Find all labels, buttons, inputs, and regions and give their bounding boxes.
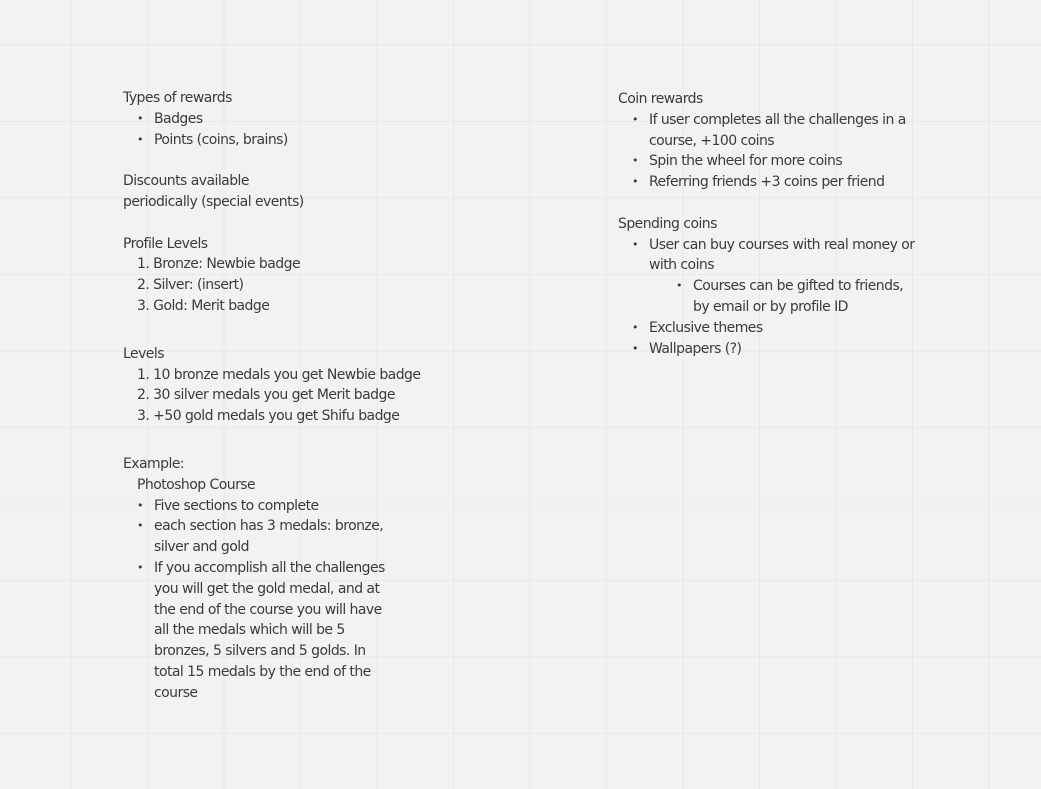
spending-coins-list [618, 235, 918, 360]
reward-types-list [123, 109, 420, 151]
sticky-note-right[interactable] [618, 89, 918, 359]
profile-levels-section [123, 234, 420, 317]
levels-title: Levels [123, 345, 164, 362]
coin-reward-item: • Spin the wheel for more coins [618, 151, 918, 172]
profile-levels-title: Profile Levels [123, 235, 208, 252]
discounts-line: periodically (special events) [123, 193, 304, 210]
example-section [123, 454, 420, 704]
reward-type-item: • Points (coins, brains) [123, 130, 420, 151]
reward-type-item: • Badges [123, 109, 420, 130]
spending-item: • Wallpapers (?) [618, 339, 918, 360]
spending-item: • Exclusive themes [618, 318, 918, 339]
profile-level-item: 2. Silver: (insert) [137, 277, 244, 294]
discounts-section [123, 171, 420, 213]
example-subtitle: Photoshop Course [137, 476, 256, 493]
level-item: 3. +50 gold medals you get Shifu badge [137, 408, 400, 425]
spending-coins-title: Spending coins [618, 215, 717, 232]
example-title: Example: [123, 455, 185, 472]
example-item: • each section has 3 medals: bronze, silver and gold [123, 516, 398, 558]
example-item: • If you accomplish all the challenges you will get the gold medal, and at the end of the course you will have all the medals which will be 5 bronzes, 5 silvers and 5 golds. In total 15 medals by the end of the course [123, 558, 398, 704]
coin-reward-item: • If user completes all the challenges in a course, +100 coins [618, 110, 918, 152]
levels-section [123, 344, 420, 427]
level-item: 2. 30 silver medals you get Merit badge [137, 387, 395, 404]
spending-item-text: User can buy courses with real money or with coins [649, 236, 915, 274]
spending-coins-section [618, 214, 918, 360]
profile-levels-list [123, 254, 420, 316]
spending-sub-item: • Courses can be gifted to friends, by email or by profile ID [618, 276, 918, 318]
coin-rewards-list [618, 110, 918, 193]
coin-rewards-section [618, 89, 918, 193]
example-item: • Five sections to complete [123, 496, 398, 517]
levels-list [123, 365, 420, 427]
reward-types-section [123, 88, 420, 150]
sticky-note-left[interactable] [123, 88, 420, 704]
reward-types-title: Types of rewards [123, 90, 232, 106]
profile-level-item: 1. Bronze: Newbie badge [137, 256, 301, 273]
profile-level-item: 3. Gold: Merit badge [137, 297, 270, 314]
example-list [123, 496, 398, 704]
coin-reward-item: • Referring friends +3 coins per friend [618, 172, 918, 193]
spending-item [618, 235, 918, 318]
spending-sub-list [618, 276, 918, 318]
discounts-line: Discounts available [123, 173, 249, 190]
coin-rewards-title: Coin rewards [618, 91, 703, 107]
level-item: 1. 10 bronze medals you get Newbie badge [137, 366, 421, 383]
